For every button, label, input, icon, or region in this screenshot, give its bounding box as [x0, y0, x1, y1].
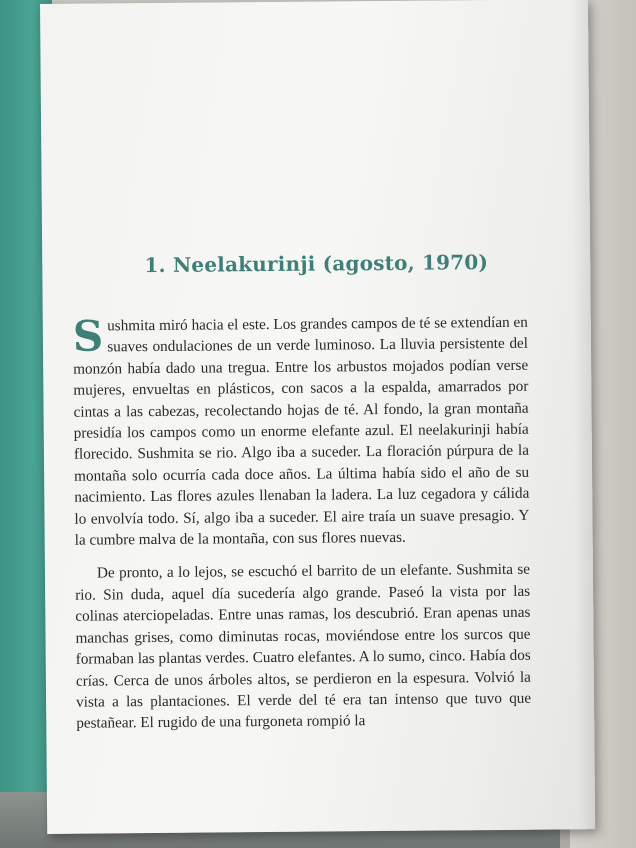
- chapter-title: 1. Neelakurinji (agosto, 1970): [144, 250, 489, 278]
- drop-cap: S: [72, 311, 104, 361]
- paragraph-1-text: ushmita miró hacia el este. Los grandes campos de té se extendían en suaves ondulaciones de un verde luminoso. La lluvia persistente del monzón había dado una tregua. Entre los arbustos mojados podían verse mujeres, envueltas en plásticos, con sacos a la espalda, amarrados por cintas a las cabezas, recolectando hojas de té. Al fondo, la gran montaña presidía los campos como un enorme elefante azul. El neelakurinji había florecido. Sushmita se rio. Algo iba a suceder. La floración púrpura de la montaña solo ocurría cada doce años. La última había sido el año de su nacimiento. Las flores azules llenaban la ladera. La luz cegadora y cálida lo envolvía todo. Sí, algo iba a suceder. El aire traía un suave presagio. Y la cumbre malva de la montaña, con sus flores nuevas.: [73, 313, 530, 549]
- book-page: [40, 0, 595, 834]
- paragraph-2: De pronto, a lo lejos, se escuchó el barrito de un elefante. Sushmita se rio. Sin duda, aquel día sucedería algo grande. Paseó la vista por las colinas aterciopeladas. Entre unas ramas, los descubrió. Eran apenas unas manchas grises, como diminutas rocas, moviéndose entre los surcos que formaban las plantas verdes. Cuatro elefantes. A lo sumo, cinco. Había dos crías. Cerca de unos árboles altos, se perdieron en la espesura. Volvió la vista a las plantaciones. El verde del té era tan intenso que tuvo que pestañear. El rugido de una furgoneta rompió la: [75, 561, 532, 733]
- paragraph-1: [73, 312, 530, 551]
- body-text: [73, 312, 532, 735]
